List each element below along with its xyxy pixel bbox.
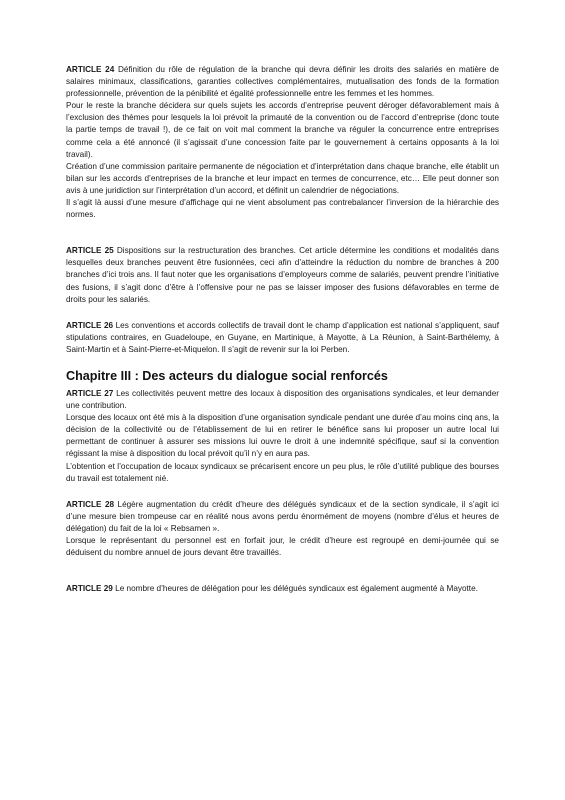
article-paragraph: [66, 245, 499, 305]
article-26: [66, 320, 499, 356]
article-paragraph: L’obtention et l’occupation de locaux syndicaux se précarisent encore un peu plus, le rôle d’utilité publique des bourses du travail est totalement nié.: [66, 461, 499, 483]
article-label: ARTICLE 28: [66, 499, 115, 509]
article-label: ARTICLE 24: [66, 65, 115, 74]
article-label: ARTICLE 25: [66, 246, 114, 256]
article-25: [66, 245, 499, 305]
article-paragraph: [66, 388, 499, 412]
article-paragraph: Création d’une commission paritaire permanente de négociation et d’interprétation dans chaque branche, elle établit un bilan sur les accords d’entreprises de la branche et leur impact en termes de concurrence, etc… Elle peut donner son avis à une juridiction sur l’interprétation d’un accord, et définit un calendrier de négociations.: [66, 161, 499, 195]
article-text: Les collectivités peuvent mettre des locaux à disposition des organisations syndicales, et leur demander une contribution.: [66, 388, 499, 411]
article-29: [66, 583, 499, 595]
article-paragraph: [66, 320, 499, 356]
spacer: [66, 485, 499, 499]
article-text: Définition du rôle de régulation de la branche qui devra définir les droits des salariés en matière de salaires minimaux, classifications, garanties collectives complémentaires, mutualisation des fonds de la formation professionnelle, prévention de la pénibilité et égalité professionnelle entre les femmes et les hommes.: [66, 65, 499, 99]
article-paragraph: [66, 583, 499, 595]
spacer: [66, 221, 499, 245]
article-text: Légère augmentation du crédit d’heure des délégués syndicaux et de la section syndicale, il s’agit ici d’une mesure bien trompeuse car en réalité nous avons perdu énormément de moyens (nombre d’élus et heures de délégation) du fait de la loi « Rebsamen ».: [66, 499, 499, 533]
article-text: Les conventions et accords collectifs de travail dont le champ d’application est national s’appliquent, sauf stipulations contraires, en Guadeloupe, en Guyane, en Martinique, à Mayotte, à La Réunion, à Saint-Barthélemy, à Saint-Martin et à Saint-Pierre-et-Miquelon. Il s’agit de revenir sur la loi Perben.: [66, 320, 499, 354]
article-27: [66, 388, 499, 485]
article-label: ARTICLE 27: [66, 388, 114, 398]
spacer: [66, 559, 499, 583]
article-text: Dispositions sur la restructuration des branches. Cet article détermine les conditions et modalités dans lesquelles deux branches peuvent être fusionnées, ceci afin d’atteindre la réduction du nombre de branches à 200 branches d’ici trois ans. Il faut noter que les organisations d’employeurs comme de salariés, peuvent prendre l’initiative des fusions, il s’agit donc d’être à l’offensive pour ne pas se laisser imposer des fusions défavorables en terme de droits pour les salariés.: [66, 246, 499, 304]
article-28: [66, 499, 499, 559]
article-paragraph: [66, 499, 499, 535]
article-paragraph: [66, 64, 499, 100]
article-paragraph: Lorsque des locaux ont été mis à la disposition d’une organisation syndicale pendant une durée d’au moins cinq ans, la décision de la collectivité ou de l’établissement de lui en retirer le bénéfice sans lui proposer un autre local lui permettant de continuer à assurer ses missions lui ouvre le droit à une indemnité spécifique, sauf si la convention régissant la mise à disposition du local prévoit qu’il n’y en aura pas.: [66, 413, 499, 459]
article-text: Le nombre d’heures de délégation pour les délégués syndicaux est également augmenté à Mayotte.: [115, 584, 478, 594]
article-paragraph: Pour le reste la branche décidera sur quels sujets les accords d’entreprise peuvent déroger défavorablement mais à l’exclusion des thèmes pour lesquels la loi prévoit la primauté de la convention ou de l’accord d’entreprise (donc toute la partie temps de travail !), de ce fait on voit mal comment la branche va réguler la concurrence entre entreprises comme cela a été annoncé (il s’agissait d’une concession faite par le gouvernement à certains opposants à la loi travail).: [66, 101, 499, 159]
article-label: ARTICLE 26: [66, 320, 114, 330]
article-24: [66, 64, 499, 221]
chapter-title: Chapitre III : Des acteurs du dialogue social renforcés: [66, 368, 388, 383]
article-label: ARTICLE 29: [66, 584, 113, 594]
spacer: [66, 356, 499, 366]
spacer: [66, 306, 499, 320]
article-paragraph: Il s’agit là aussi d’une mesure d’affichage qui ne vient absolument pas contrebalancer l’inversion de la hiérarchie des normes.: [66, 198, 499, 220]
article-paragraph: Lorsque le représentant du personnel est en forfait jour, le crédit d’heure est regroupé en demi-journée qui se déduisent du nombre annuel de jours devant être travaillés.: [66, 536, 499, 558]
